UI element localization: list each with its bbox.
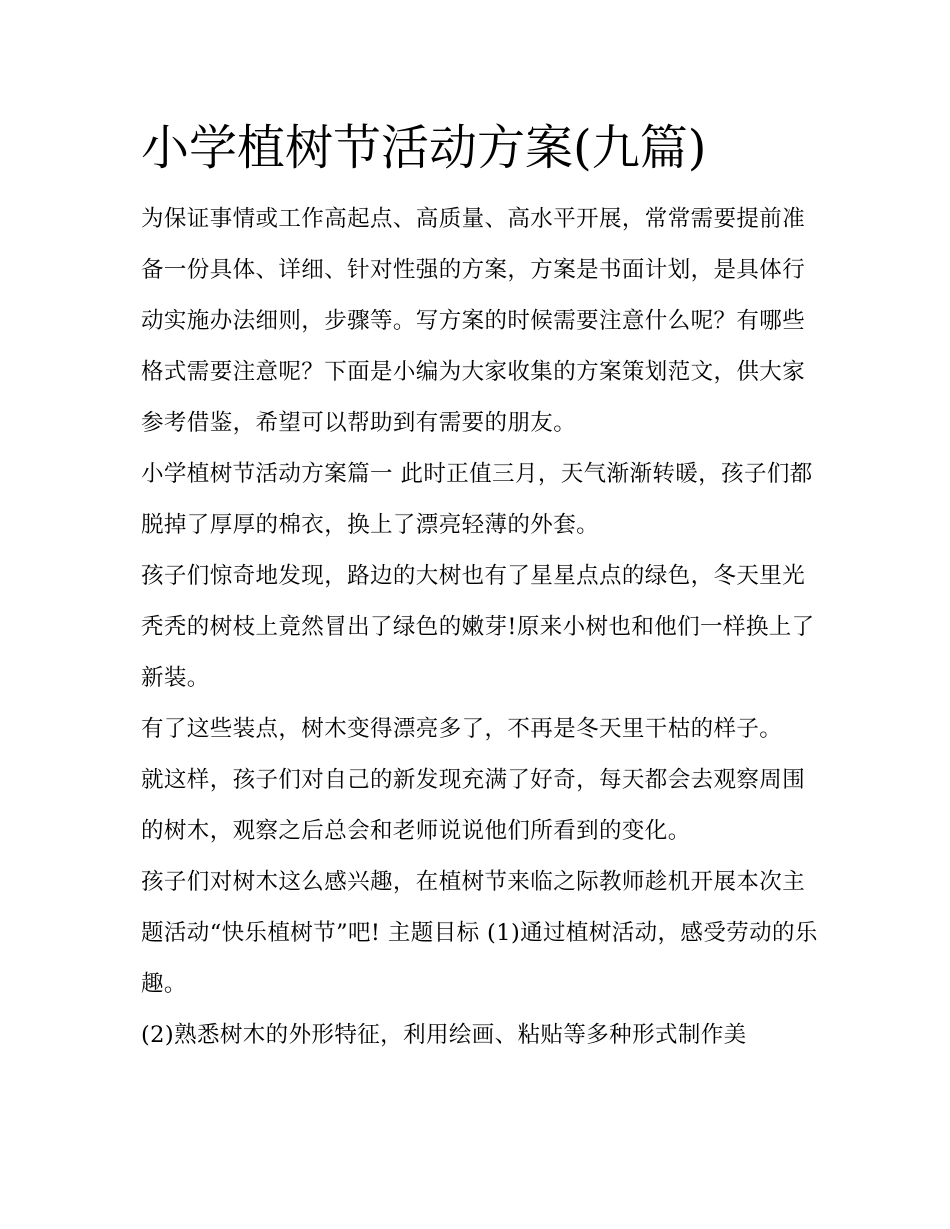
paragraph-observation: 就这样，孩子们对自己的新发现充满了好奇，每天都会去观察周围的树木，观察之后总会和老师说说他们所看到的变化。 <box>141 767 806 844</box>
paragraph-decoration: 有了这些装点，树木变得漂亮多了，不再是冬天里干枯的样子。 <box>141 716 783 742</box>
paragraph-intro: 为保证事情或工作高起点、高质量、高水平开展，常常需要提前准备一份具体、详细、针对性强的方案，方案是书面计划，是具体行动实施办法细则，步骤等。写方案的时候需要注意什么呢？有哪些格式需要注意呢？下面是小编为大家收集的方案策划范文，供大家参考借鉴，希望可以帮助到有需要的朋友。 <box>141 206 806 436</box>
paragraph-goal-two: (2)熟悉树木的外形特征，利用绘画、粘贴等多种形式制作美 <box>141 1022 747 1048</box>
paragraph-theme-goal: 孩子们对树木这么感兴趣，在植树节来临之际教师趁机开展本次主题活动“快乐植树节”吧! 主题目标 (1)通过植树活动，感受劳动的乐趣。 <box>141 869 818 997</box>
paragraph-discovery: 孩子们惊奇地发现，路边的大树也有了星星点点的绿色，冬天里光秃秃的树枝上竟然冒出了绿色的嫩芽!原来小树也和他们一样换上了新装。 <box>141 563 815 691</box>
paragraph-section-one: 小学植树节活动方案篇一 此时正值三月，天气渐渐转暖，孩子们都脱掉了厚厚的棉衣，换上了漂亮轻薄的外套。 <box>141 461 813 538</box>
document-body <box>141 112 821 1061</box>
document-title: 小学植树节活动方案(九篇) <box>141 120 707 176</box>
